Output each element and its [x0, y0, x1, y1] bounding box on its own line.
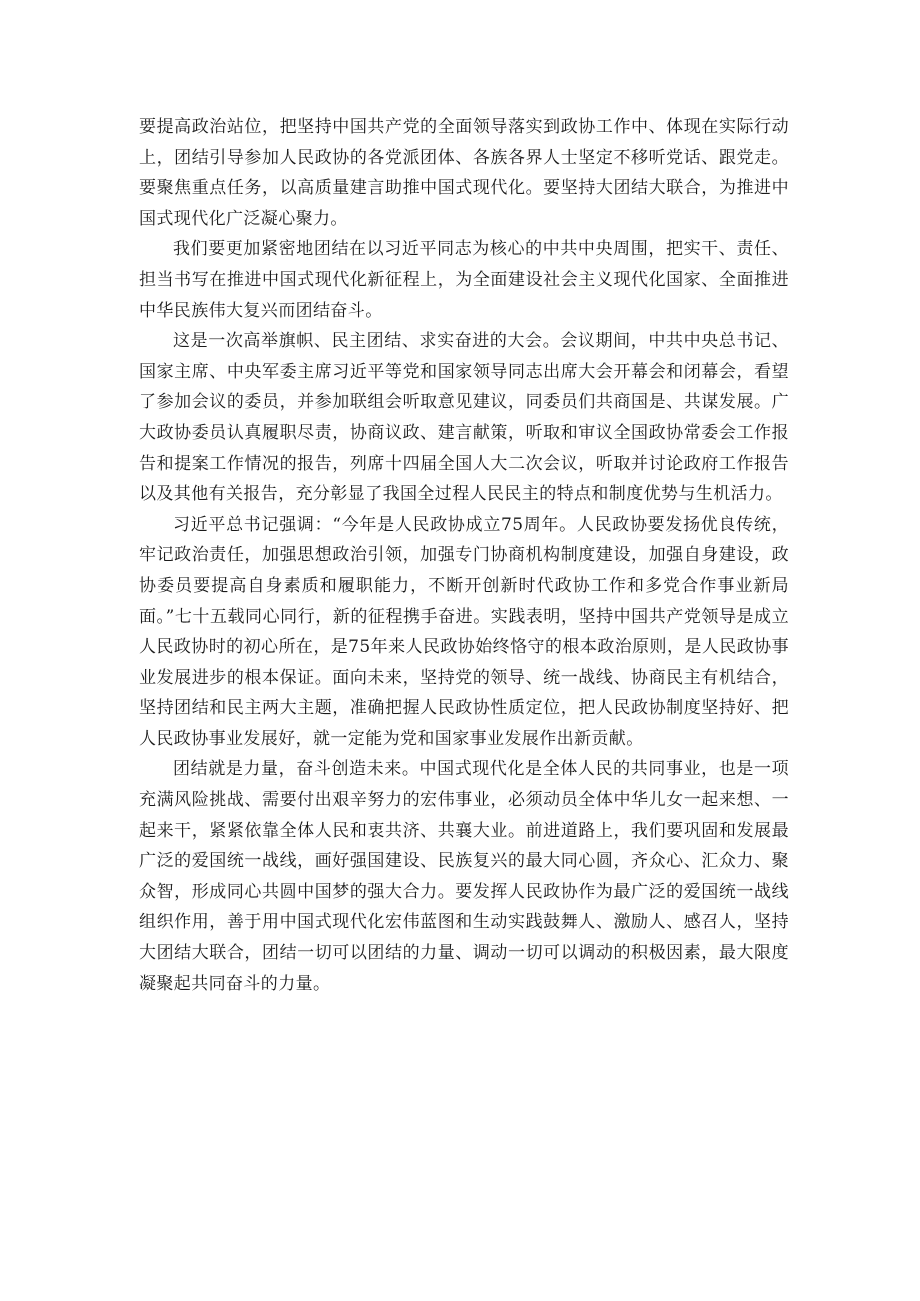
paragraph: 要提高政治站位，把坚持中国共产党的全面领导落实到政协工作中、体现在实际行动上，团结引导参加人民政协的各党派团体、各族各界人士坚定不移听党话、跟党走。要聚焦重点任务，以高质量建言助推中国式现代化。要坚持大团结大联合，为推进中国式现代化广泛凝心聚力。 [139, 117, 789, 229]
document-body [139, 112, 789, 999]
paragraph: 团结就是力量，奋斗创造未来。中国式现代化是全体人民的共同事业，也是一项充满风险挑战、需要付出艰辛努力的宏伟事业，必须动员全体中华儿女一起来想、一起来干，紧紧依靠全体人民和衷共济、共襄大业。前进道路上，我们要巩固和发展最广泛的爱国统一战线，画好强国建设、民族复兴的最大同心圆，齐众心、汇众力、聚众智，形成同心共圆中国梦的强大合力。要发挥人民政协作为最广泛的爱国统一战线组织作用，善于用中国式现代化宏伟蓝图和生动实践鼓舞人、激励人、感召人，坚持大团结大联合，团结一切可以团结的力量、调动一切可以调动的积极因素，最大限度凝聚起共同奋斗的力量。 [139, 759, 789, 994]
paragraph: 这是一次高举旗帜、民主团结、求实奋进的大会。会议期间，中共中央总书记、国家主席、中央军委主席习近平等党和国家领导同志出席大会开幕会和闭幕会，看望了参加会议的委员，并参加联组会听取意见建议，同委员们共商国是、共谋发展。广大政协委员认真履职尽责，协商议政、建言献策，听取和审议全国政协常委会工作报告和提案工作情况的报告，列席十四届全国人大二次会议，听取并讨论政府工作报告以及其他有关报告，充分彰显了我国全过程人民民主的特点和制度优势与生机活力。 [139, 331, 789, 505]
paragraph: 我们要更加紧密地团结在以习近平同志为核心的中共中央周围，把实干、责任、担当书写在推进中国式现代化新征程上，为全面建设社会主义现代化国家、全面推进中华民族伟大复兴而团结奋斗。 [139, 239, 789, 321]
paragraph: 习近平总书记强调：“今年是人民政协成立75周年。人民政协要发扬优良传统，牢记政治责任，加强思想政治引领，加强专门协商机构制度建设，加强自身建设，政协委员要提高自身素质和履职能力，不断开创新时代政协工作和多党合作事业新局面。”七十五载同心同行，新的征程携手奋进。实践表明，坚持中国共产党领导是成立人民政协时的初心所在，是75年来人民政协始终恪守的根本政治原则，是人民政协事业发展进步的根本保证。面向未来，坚持党的领导、统一战线、协商民主有机结合，坚持团结和民主两大主题，准确把握人民政协性质定位，把人民政协制度坚持好、把人民政协事业发展好，就一定能为党和国家事业发展作出新贡献。 [139, 514, 789, 749]
